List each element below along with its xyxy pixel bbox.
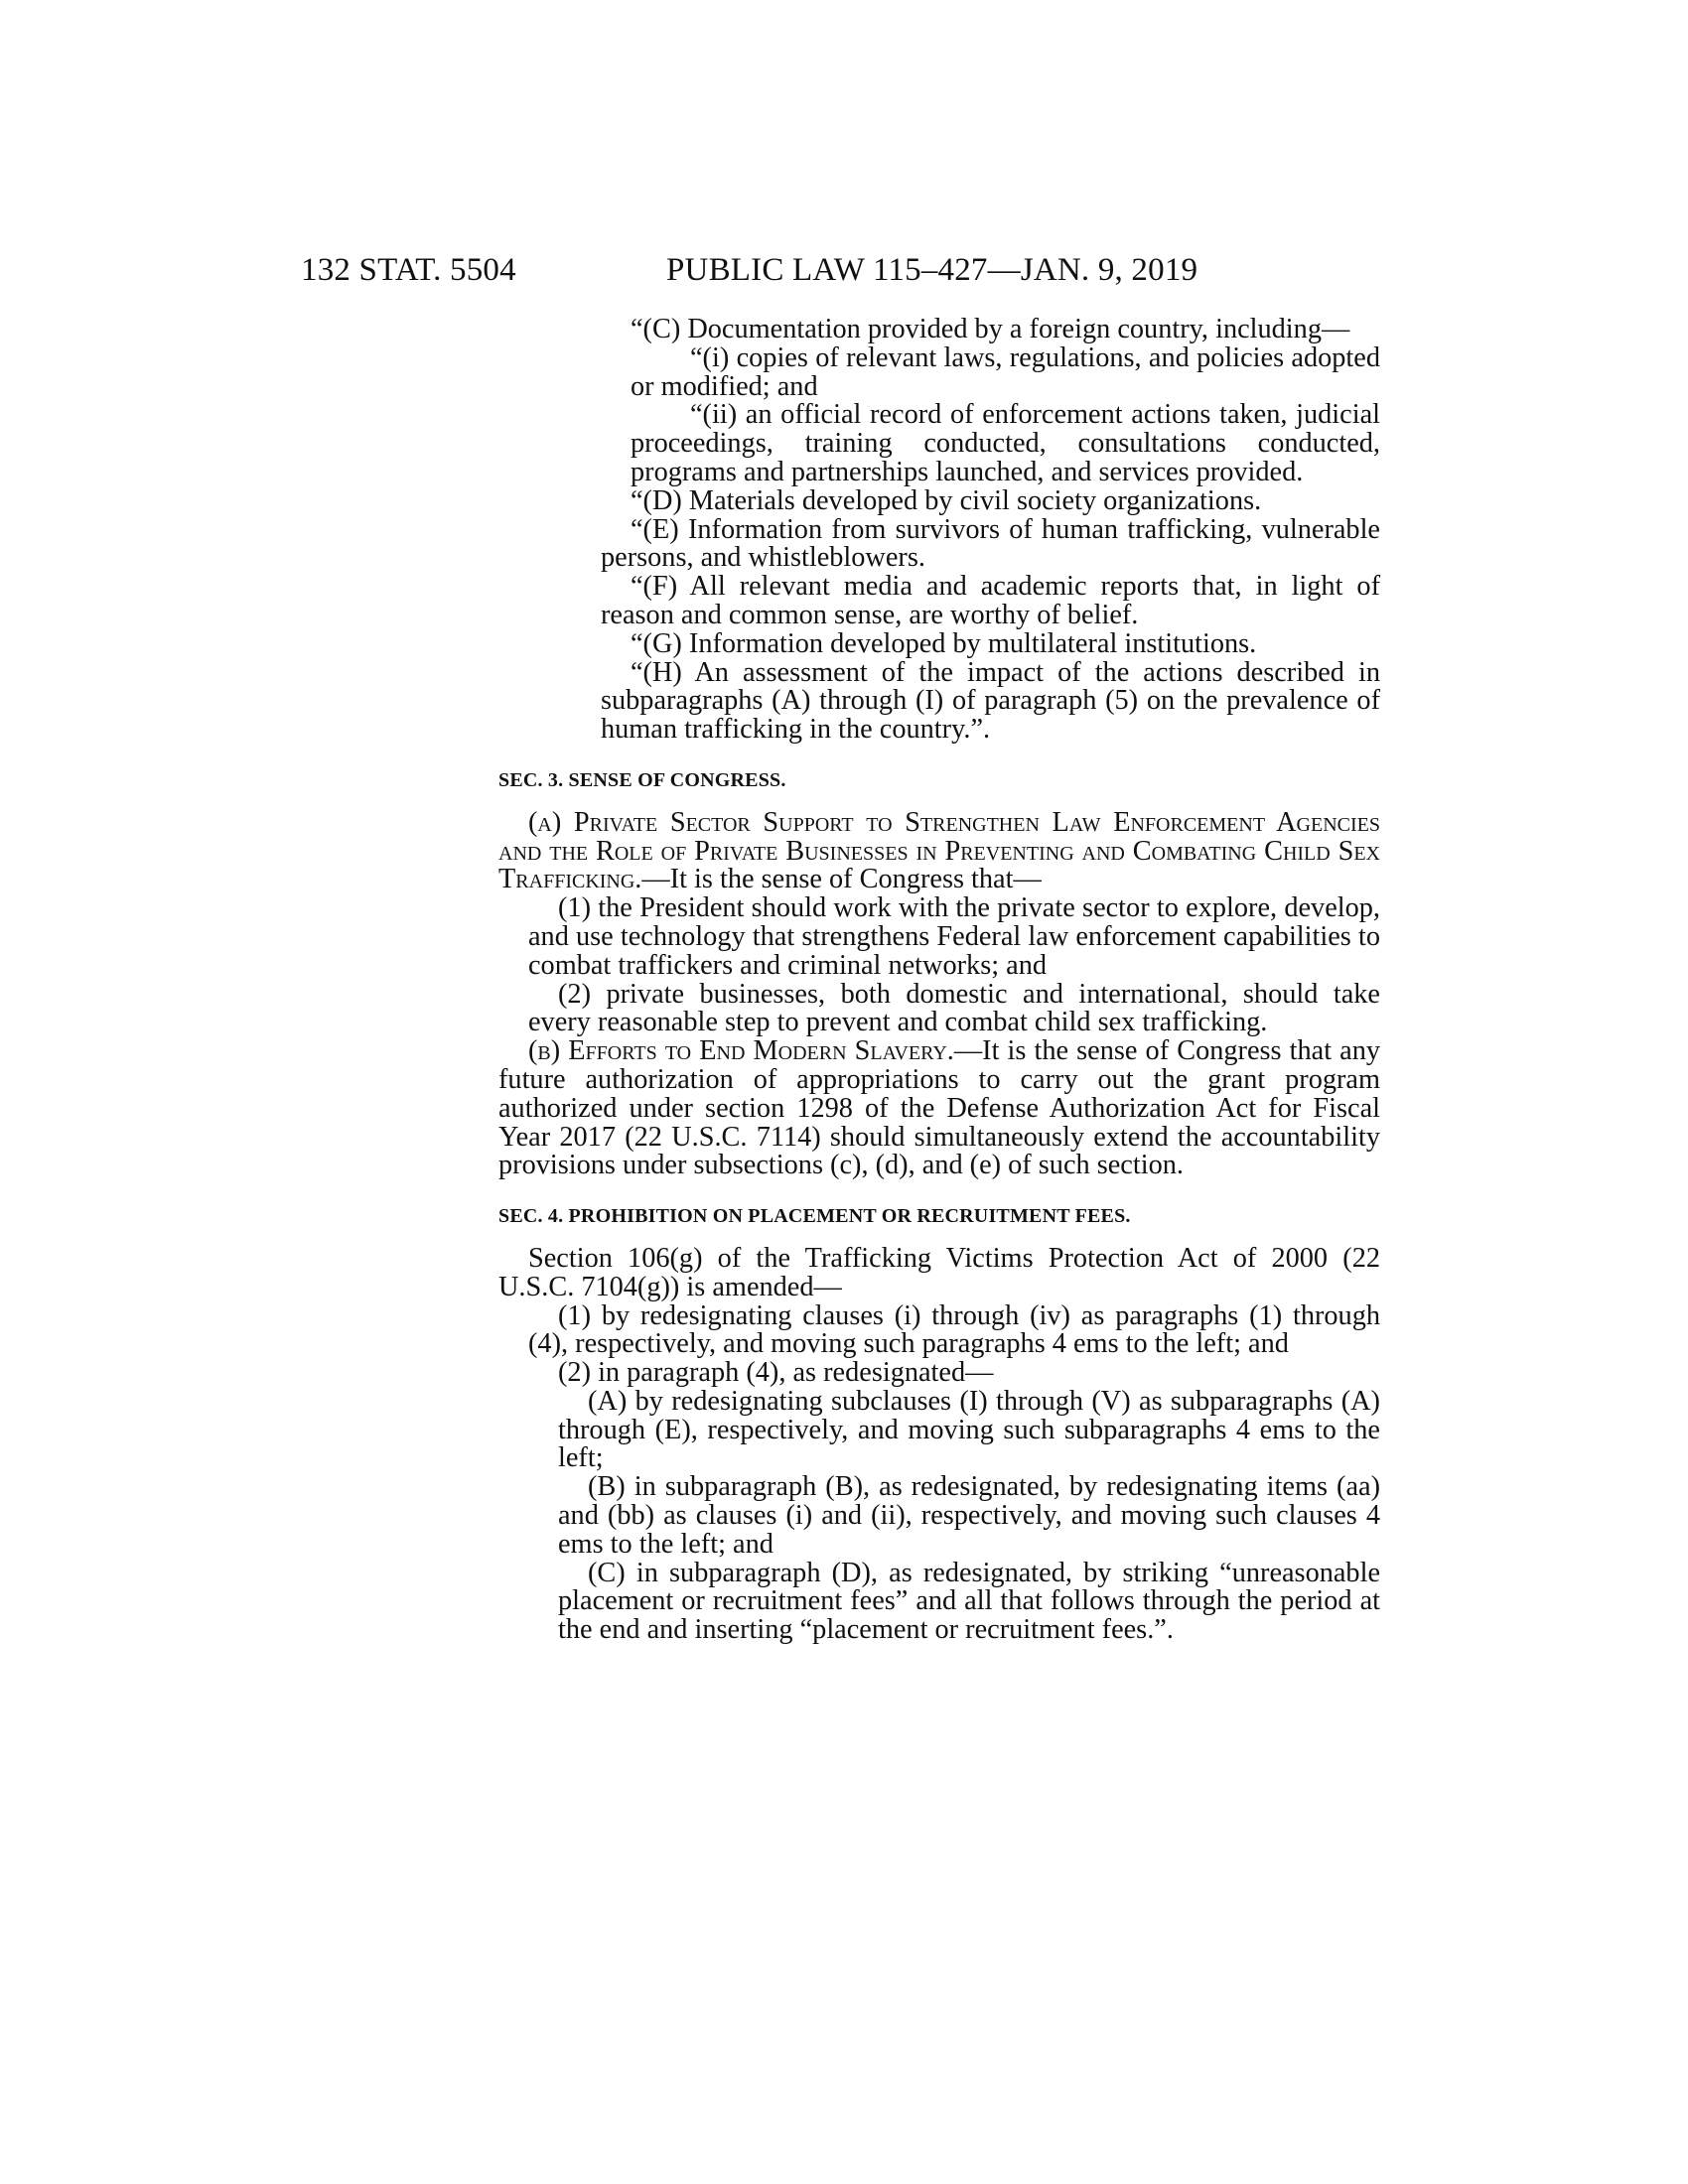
section-4-para-1: (1) by redesignating clauses (i) through (iv) as paragraphs (1) through (4), respectively, and moving such paragraphs 4 ems to the left; and: [528, 1299, 1380, 1360]
section-3-b-text: —It is the sense of Congress that any future authorization of appropriations to carry out the grant program authorized under section 1298 of the Defense Authorization Act for Fiscal Year 2017 (22 U.S.C. 7114) should simultaneously extend the accountability provisions under subsections (c), (d), and (e) of such section.: [498, 1035, 1380, 1181]
subparagraph-f: “(F) All relevant media and academic reports that, in light of reason and common sense, are worthy of belief.: [601, 571, 1380, 630]
section-3-a-2: (2) private businesses, both domestic and international, should take every reasonable step to prevent and combat child sex trafficking.: [528, 978, 1380, 1038]
clause-c-i: “(i) copies of relevant laws, regulations, and policies adopted or modified; and: [631, 341, 1380, 402]
section-3-a-text: —It is the sense of Congress that—: [641, 864, 1042, 895]
clause-c-ii: “(ii) an official record of enforcement actions taken, judicial proceedings, training conducted, consultations conducted, programs and partnerships launched, and services provided.: [631, 399, 1380, 487]
page-reference: 132 STAT. 5504: [301, 252, 516, 288]
document-body: [498, 316, 1380, 1645]
section-3-a-caption: (a) Private Sector Support to Strengthen Law Enforcement Agencies and the Role of Private Businesses in Preventing and Combating Child Sex Trafficking.: [498, 806, 1380, 895]
subparagraph-g: “(G) Information developed by multilateral institutions.: [631, 627, 1257, 659]
section-4-subpara-b: (B) in subparagraph (B), as redesignated, by redesignating items (aa) and (bb) as clauses (i) and (ii), respectively, and moving such clauses 4 ems to the left; and: [558, 1471, 1380, 1560]
subparagraph-e: “(E) Information from survivors of human trafficking, vulnerable persons, and whistleblowers.: [601, 513, 1380, 574]
running-header: PUBLIC LAW 115–427—JAN. 9, 2019: [666, 252, 1198, 288]
section-3-b: [498, 1037, 1380, 1180]
section-3-a: [498, 806, 1380, 895]
section-3-b-caption: (b) Efforts to End Modern Slavery.: [528, 1035, 954, 1067]
subparagraph-h: “(H) An assessment of the impact of the actions described in subparagraphs (A) through (I) of paragraph (5) on the prevalence of human trafficking in the country.”.: [601, 656, 1380, 746]
continued-amendment: [601, 316, 1380, 745]
section-4-subpara-a: (A) by redesignating subclauses (I) through (V) as subparagraphs (A) through (E), respectively, and moving such subparagraphs 4 ems to the left;: [558, 1385, 1380, 1474]
section-3-heading: SEC. 3. SENSE OF CONGRESS.: [498, 768, 786, 791]
subparagraph-d: “(D) Materials developed by civil society organizations.: [631, 484, 1262, 516]
section-4-subpara-c: (C) in subparagraph (D), as redesignated, by striking “unreasonable placement or recruitment fees” and all that follows through the period at the end and inserting “placement or recruitment fees.”.: [558, 1557, 1380, 1646]
section-3-a-items: [498, 894, 1380, 1037]
section-4-intro: Section 106(g) of the Trafficking Victims Protection Act of 2000 (22 U.S.C. 7104(g)) is amended—: [498, 1242, 1380, 1302]
section-3-a-1: (1) the President should work with the private sector to explore, develop, and use technology that strengthens Federal law enforcement capabilities to combat traffickers and criminal networks; and: [528, 892, 1380, 981]
section-4-items: [498, 1299, 1380, 1646]
section-4-para-2: (2) in paragraph (4), as redesignated—: [558, 1357, 994, 1389]
subparagraph-c: “(C) Documentation provided by a foreign country, including—: [631, 314, 1350, 344]
section-4-heading: SEC. 4. PROHIBITION ON PLACEMENT OR RECRUITMENT FEES.: [498, 1205, 1131, 1228]
